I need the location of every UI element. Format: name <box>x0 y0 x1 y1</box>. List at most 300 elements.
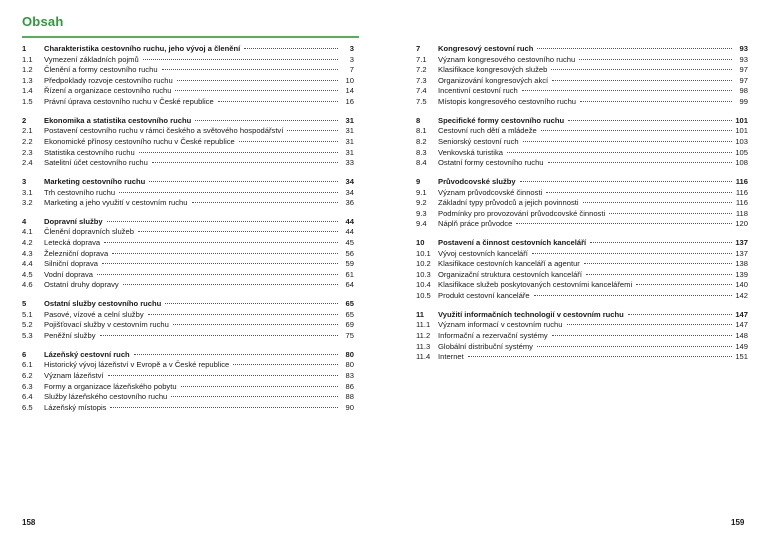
entry-page: 93 <box>739 54 748 64</box>
entry-number: 2.4 <box>22 158 33 168</box>
entry-number: 8.3 <box>416 147 427 157</box>
toc-entry <box>416 342 748 353</box>
toc-entry <box>22 126 354 137</box>
entry-title: Význam informací v cestovním ruchu <box>438 320 563 330</box>
entry-number: 11.4 <box>416 352 431 362</box>
entry-page: 101 <box>735 115 748 125</box>
entry-page: 118 <box>735 208 748 218</box>
entry-number: 6.3 <box>22 381 33 391</box>
toc-entry <box>22 392 354 403</box>
dot-leader <box>233 363 338 365</box>
entry-page: 10 <box>345 75 354 85</box>
dot-leader <box>218 100 338 102</box>
dot-leader <box>541 129 732 131</box>
toc-chapter-heading <box>416 177 748 188</box>
entry-page: 147 <box>735 320 748 330</box>
dot-leader <box>175 89 338 91</box>
toc-entry <box>22 188 354 199</box>
toc-entry <box>416 331 748 342</box>
toc-entry <box>416 148 748 159</box>
dot-leader <box>134 353 338 355</box>
toc-entry <box>22 97 354 108</box>
entry-page: 69 <box>345 320 354 330</box>
toc-entry <box>22 86 354 97</box>
entry-page: 139 <box>735 269 748 279</box>
entry-page: 3 <box>349 54 354 64</box>
entry-page: 142 <box>735 291 748 301</box>
entry-number: 10.5 <box>416 291 431 301</box>
entry-page: 98 <box>739 86 748 96</box>
entry-title: Specifické formy cestovního ruchu <box>438 115 565 125</box>
dot-leader <box>520 180 732 182</box>
entry-title: Vymezení základních pojmů <box>44 54 139 64</box>
entry-title: Venkovská turistika <box>438 147 503 157</box>
toc-entry <box>22 158 354 169</box>
entry-page: 44 <box>345 216 354 226</box>
toc-entry <box>416 97 748 108</box>
toc-chapter <box>22 44 354 108</box>
dot-leader <box>583 201 732 203</box>
entry-page: 14 <box>345 86 354 96</box>
entry-page: 116 <box>735 176 748 186</box>
toc-entry <box>416 259 748 270</box>
entry-number: 6.1 <box>22 360 33 370</box>
toc-entry <box>22 280 354 291</box>
dot-leader <box>107 220 338 222</box>
entry-number: 1.3 <box>22 75 33 85</box>
entry-page: 7 <box>349 65 354 75</box>
entry-number: 2 <box>22 115 27 125</box>
toc-entry <box>416 249 748 260</box>
dot-leader <box>165 302 338 304</box>
dot-leader <box>522 89 732 91</box>
entry-number: 11.1 <box>416 320 431 330</box>
toc-entry <box>22 198 354 209</box>
toc-entry <box>416 158 748 169</box>
entry-title: Charakteristika cestovního ruchu, jeho vývoj a členění <box>44 44 241 53</box>
dot-leader <box>171 395 338 397</box>
entry-number: 4.3 <box>22 248 33 258</box>
toc-entry <box>22 270 354 281</box>
entry-number: 7.2 <box>416 65 427 75</box>
entry-number: 4 <box>22 216 27 226</box>
dot-leader <box>192 201 339 203</box>
toc-chapter-heading <box>22 44 354 55</box>
dot-leader <box>149 180 338 182</box>
entry-title: Předpoklady rozvoje cestovního ruchu <box>44 75 173 85</box>
entry-page: 80 <box>345 349 354 359</box>
entry-page: 31 <box>345 115 354 125</box>
entry-title: Organizování kongresových akcí <box>438 75 549 85</box>
entry-page: 138 <box>735 259 748 269</box>
entry-title: Letecká doprava <box>44 238 101 248</box>
dot-leader <box>287 129 338 131</box>
toc-entry <box>22 148 354 159</box>
toc-chapter <box>416 310 748 363</box>
dot-leader <box>507 151 732 153</box>
dot-leader <box>181 385 338 387</box>
entry-title: Informační a rezervační systémy <box>438 331 548 340</box>
entry-title: Internet <box>438 352 464 362</box>
dot-leader <box>468 355 732 357</box>
entry-title: Cestovní ruch dětí a mládeže <box>438 126 537 136</box>
entry-number: 4.5 <box>22 269 33 279</box>
entry-title: Vývoj cestovních kanceláří <box>438 248 528 258</box>
toc-entry <box>416 188 748 199</box>
entry-title: Podmínky pro provozování průvodcovské činnosti <box>438 208 606 218</box>
toc-entry <box>416 352 748 363</box>
toc-entry <box>416 198 748 209</box>
toc-chapter <box>416 44 748 108</box>
dot-leader <box>546 191 732 193</box>
toc-chapter-heading <box>416 116 748 127</box>
entry-title: Trh cestovního ruchu <box>44 187 116 197</box>
entry-title: Lázeňský místopis <box>44 402 107 412</box>
toc-chapter <box>22 217 354 291</box>
toc-chapter <box>22 177 354 209</box>
entry-title: Členění a formy cestovního ruchu <box>44 65 158 75</box>
entry-title: Ekonomické přínosy cestovního ruchu v České republice <box>44 136 235 146</box>
dot-leader <box>579 58 732 60</box>
entry-title: Základní typy průvodců a jejich povinnosti <box>438 198 579 208</box>
entry-page: 116 <box>735 187 748 197</box>
entry-number: 11 <box>416 309 425 319</box>
entry-number: 2.1 <box>22 126 33 136</box>
toc-entry <box>22 331 354 342</box>
dot-leader <box>532 252 732 254</box>
dot-leader <box>548 161 732 163</box>
entry-number: 7.5 <box>416 96 427 106</box>
entry-number: 7 <box>416 44 421 53</box>
toc-entry <box>22 403 354 414</box>
toc-entry <box>416 320 748 331</box>
entry-number: 10.3 <box>416 269 431 279</box>
dot-leader <box>239 140 338 142</box>
entry-title: Význam lázeňství <box>44 370 104 380</box>
entry-page: 137 <box>735 238 748 248</box>
entry-number: 6.5 <box>22 402 33 412</box>
entry-title: Členění dopravních služeb <box>44 227 134 237</box>
entry-page: 34 <box>345 187 354 197</box>
dot-leader <box>552 334 732 336</box>
entry-number: 5.1 <box>22 309 33 319</box>
entry-title: Řízení a organizace cestovního ruchu <box>44 86 172 96</box>
toc-entry <box>22 259 354 270</box>
entry-page: 137 <box>735 248 748 258</box>
toc-chapter <box>416 177 748 230</box>
entry-page: 99 <box>739 96 748 106</box>
entry-number: 9 <box>416 176 421 186</box>
entry-number: 1 <box>22 44 27 53</box>
entry-title: Pojišťovací služby v cestovním ruchu <box>44 320 169 330</box>
entry-number: 8 <box>416 115 421 125</box>
dot-leader <box>537 47 732 49</box>
entry-title: Produkt cestovní kanceláře <box>438 291 530 301</box>
toc-entry <box>22 137 354 148</box>
entry-page: 80 <box>345 360 354 370</box>
entry-title: Formy a organizace lázeňského pobytu <box>44 381 177 391</box>
toc-entry <box>22 371 354 382</box>
entry-page: 151 <box>735 352 748 362</box>
entry-page: 149 <box>735 341 748 351</box>
entry-page: 3 <box>349 44 354 53</box>
dot-leader <box>104 241 338 243</box>
entry-page: 16 <box>345 96 354 106</box>
toc-chapter-heading <box>22 299 354 310</box>
entry-page: 56 <box>345 248 354 258</box>
toc-right-column <box>416 44 748 371</box>
entry-page: 147 <box>735 309 748 319</box>
entry-page: 120 <box>735 219 748 229</box>
toc-entry <box>22 382 354 393</box>
entry-page: 31 <box>345 126 354 136</box>
toc-entry <box>416 126 748 137</box>
entry-page: 64 <box>345 280 354 290</box>
entry-title: Využití informačních technologií v cestovním ruchu <box>438 309 624 319</box>
entry-title: Pasové, vízové a celní služby <box>44 309 144 319</box>
entry-number: 9.4 <box>416 219 427 229</box>
toc-chapter-heading <box>416 310 748 321</box>
toc-entry <box>22 360 354 371</box>
entry-title: Postavení cestovního ruchu v rámci českého a světového hospodářství <box>44 126 284 136</box>
entry-title: Ostatní druhy dopravy <box>44 280 119 290</box>
toc-entry <box>22 65 354 76</box>
dot-leader <box>119 191 338 193</box>
entry-page: 116 <box>735 198 748 208</box>
entry-number: 9.3 <box>416 208 427 218</box>
entry-page: 31 <box>345 147 354 157</box>
entry-title: Historický vývoj lázeňství v Evropě a v České republice <box>44 360 230 370</box>
entry-number: 6.4 <box>22 392 33 402</box>
toc-entry <box>416 280 748 291</box>
dot-leader <box>139 151 338 153</box>
toc-entry <box>416 137 748 148</box>
entry-page: 108 <box>735 158 748 168</box>
toc-chapter <box>22 116 354 169</box>
entry-number: 7.1 <box>416 54 427 64</box>
dot-leader <box>173 323 338 325</box>
dot-leader <box>537 345 732 347</box>
toc-entry <box>22 76 354 87</box>
entry-title: Organizační struktura cestovních kanceláří <box>438 269 582 279</box>
entry-page: 101 <box>735 126 748 136</box>
dot-leader <box>102 262 338 264</box>
entry-number: 4.4 <box>22 259 33 269</box>
entry-number: 4.2 <box>22 238 33 248</box>
dot-leader <box>516 222 732 224</box>
entry-title: Železniční doprava <box>44 248 109 258</box>
entry-title: Satelitní účet cestovního ruchu <box>44 158 148 168</box>
dot-leader <box>628 313 732 315</box>
dot-leader <box>567 323 733 325</box>
entry-title: Klasifikace kongresových služeb <box>438 65 548 75</box>
toc-entry <box>22 227 354 238</box>
dot-leader <box>534 294 732 296</box>
toc-entry <box>416 76 748 87</box>
entry-title: Lázeňský cestovní ruch <box>44 349 130 359</box>
dot-leader <box>162 68 338 70</box>
entry-number: 7.3 <box>416 75 427 85</box>
entry-title: Statistika cestovního ruchu <box>44 147 135 157</box>
entry-number: 3.2 <box>22 198 33 208</box>
entry-title: Kongresový cestovní ruch <box>438 44 534 53</box>
entry-page: 65 <box>345 309 354 319</box>
toc-chapter-heading <box>22 177 354 188</box>
left-page-number: 158 <box>22 518 36 527</box>
entry-title: Marketing a jeho využití v cestovním ruchu <box>44 198 188 208</box>
entry-number: 2.3 <box>22 147 33 157</box>
entry-page: 105 <box>735 147 748 157</box>
dot-leader <box>148 313 338 315</box>
entry-page: 90 <box>345 402 354 412</box>
dot-leader <box>123 283 338 285</box>
dot-leader <box>523 140 732 142</box>
entry-number: 1.2 <box>22 65 33 75</box>
entry-title: Význam průvodcovské činnosti <box>438 187 543 197</box>
entry-title: Klasifikace cestovních kanceláří a agentur <box>438 259 580 269</box>
entry-page: 148 <box>735 331 748 340</box>
entry-title: Seniorský cestovní ruch <box>438 136 519 146</box>
entry-number: 10 <box>416 238 425 248</box>
entry-number: 8.1 <box>416 126 427 136</box>
dot-leader <box>97 273 338 275</box>
entry-number: 9.2 <box>416 198 427 208</box>
entry-page: 61 <box>345 269 354 279</box>
entry-number: 2.2 <box>22 136 33 146</box>
entry-page: 93 <box>739 44 748 53</box>
dot-leader <box>580 100 732 102</box>
toc-chapter-heading <box>416 238 748 249</box>
entry-page: 97 <box>739 65 748 75</box>
toc-entry <box>416 209 748 220</box>
entry-title: Silniční doprava <box>44 259 99 269</box>
entry-number: 1.4 <box>22 86 33 96</box>
entry-number: 6.2 <box>22 370 33 380</box>
dot-leader <box>177 79 338 81</box>
toc-chapter-heading <box>22 116 354 127</box>
entry-title: Postavení a činnost cestovních kanceláří <box>438 238 587 248</box>
entry-page: 75 <box>345 331 354 340</box>
entry-page: 33 <box>345 158 354 168</box>
toc-entry <box>22 55 354 66</box>
toc-entry <box>22 238 354 249</box>
dot-leader <box>152 161 338 163</box>
entry-title: Vodní doprava <box>44 269 93 279</box>
entry-page: 34 <box>345 176 354 186</box>
entry-number: 4.6 <box>22 280 33 290</box>
entry-title: Místopis kongresového cestovního ruchu <box>438 96 577 106</box>
entry-number: 11.2 <box>416 331 431 340</box>
title-underline <box>22 36 359 38</box>
entry-title: Význam kongresového cestovního ruchu <box>438 54 576 64</box>
entry-title: Právní úprava cestovního ruchu v České republice <box>44 96 214 106</box>
entry-title: Incentivní cestovní ruch <box>438 86 518 96</box>
dot-leader <box>100 334 339 336</box>
right-page-number: 159 <box>731 518 745 527</box>
entry-title: Dopravní služby <box>44 216 103 226</box>
entry-number: 4.1 <box>22 227 33 237</box>
toc-entry <box>416 65 748 76</box>
toc-left-column <box>22 44 354 422</box>
entry-page: 36 <box>345 198 354 208</box>
entry-page: 86 <box>345 381 354 391</box>
toc-chapter-heading <box>22 217 354 228</box>
dot-leader <box>110 406 338 408</box>
toc-chapter-heading <box>416 44 748 55</box>
entry-number: 5 <box>22 299 27 309</box>
entry-title: Ostatní služby cestovního ruchu <box>44 299 162 309</box>
toc-entry <box>416 219 748 230</box>
entry-number: 10.1 <box>416 248 431 258</box>
entry-page: 103 <box>735 136 748 146</box>
entry-page: 140 <box>735 280 748 290</box>
page-title: Obsah <box>22 14 64 29</box>
entry-number: 1.1 <box>22 54 33 64</box>
toc-entry <box>416 86 748 97</box>
dot-leader <box>108 374 338 376</box>
dot-leader <box>586 273 732 275</box>
entry-number: 8.4 <box>416 158 427 168</box>
dot-leader <box>568 119 732 121</box>
entry-page: 31 <box>345 136 354 146</box>
entry-title: Klasifikace služeb poskytovaných cestovními kancelářemi <box>438 280 633 290</box>
toc-chapter <box>22 299 354 341</box>
toc-chapter-heading <box>22 350 354 361</box>
toc-entry <box>22 320 354 331</box>
entry-page: 59 <box>345 259 354 269</box>
dot-leader <box>590 241 732 243</box>
entry-number: 6 <box>22 349 27 359</box>
dot-leader <box>584 262 732 264</box>
entry-number: 9.1 <box>416 187 427 197</box>
toc-entry <box>22 249 354 260</box>
entry-number: 8.2 <box>416 136 427 146</box>
dot-leader <box>143 58 338 60</box>
entry-title: Peněžní služby <box>44 331 96 340</box>
entry-number: 1.5 <box>22 96 33 106</box>
entry-page: 97 <box>739 75 748 85</box>
entry-title: Služby lázeňského cestovního ruchu <box>44 392 168 402</box>
entry-title: Marketing cestovního ruchu <box>44 176 146 186</box>
entry-title: Náplň práce průvodce <box>438 219 513 229</box>
entry-page: 83 <box>345 370 354 380</box>
entry-number: 10.2 <box>416 259 431 269</box>
entry-number: 5.3 <box>22 331 33 340</box>
toc-chapter <box>416 238 748 302</box>
dot-leader <box>112 252 338 254</box>
entry-page: 65 <box>345 299 354 309</box>
dot-leader <box>636 283 732 285</box>
toc-entry <box>416 55 748 66</box>
dot-leader <box>138 230 338 232</box>
entry-page: 88 <box>345 392 354 402</box>
entry-page: 44 <box>345 227 354 237</box>
entry-title: Globální distribuční systémy <box>438 341 533 351</box>
entry-number: 11.3 <box>416 341 431 351</box>
dot-leader <box>244 47 338 49</box>
entry-page: 45 <box>345 238 354 248</box>
entry-title: Ostatní formy cestovního ruchu <box>438 158 544 168</box>
entry-number: 10.4 <box>416 280 431 290</box>
toc-entry <box>416 270 748 281</box>
entry-number: 3 <box>22 176 27 186</box>
entry-title: Ekonomika a statistika cestovního ruchu <box>44 115 192 125</box>
entry-number: 5.2 <box>22 320 33 330</box>
dot-leader <box>609 212 732 214</box>
toc-entry <box>22 310 354 321</box>
entry-number: 7.4 <box>416 86 427 96</box>
toc-chapter <box>22 350 354 414</box>
